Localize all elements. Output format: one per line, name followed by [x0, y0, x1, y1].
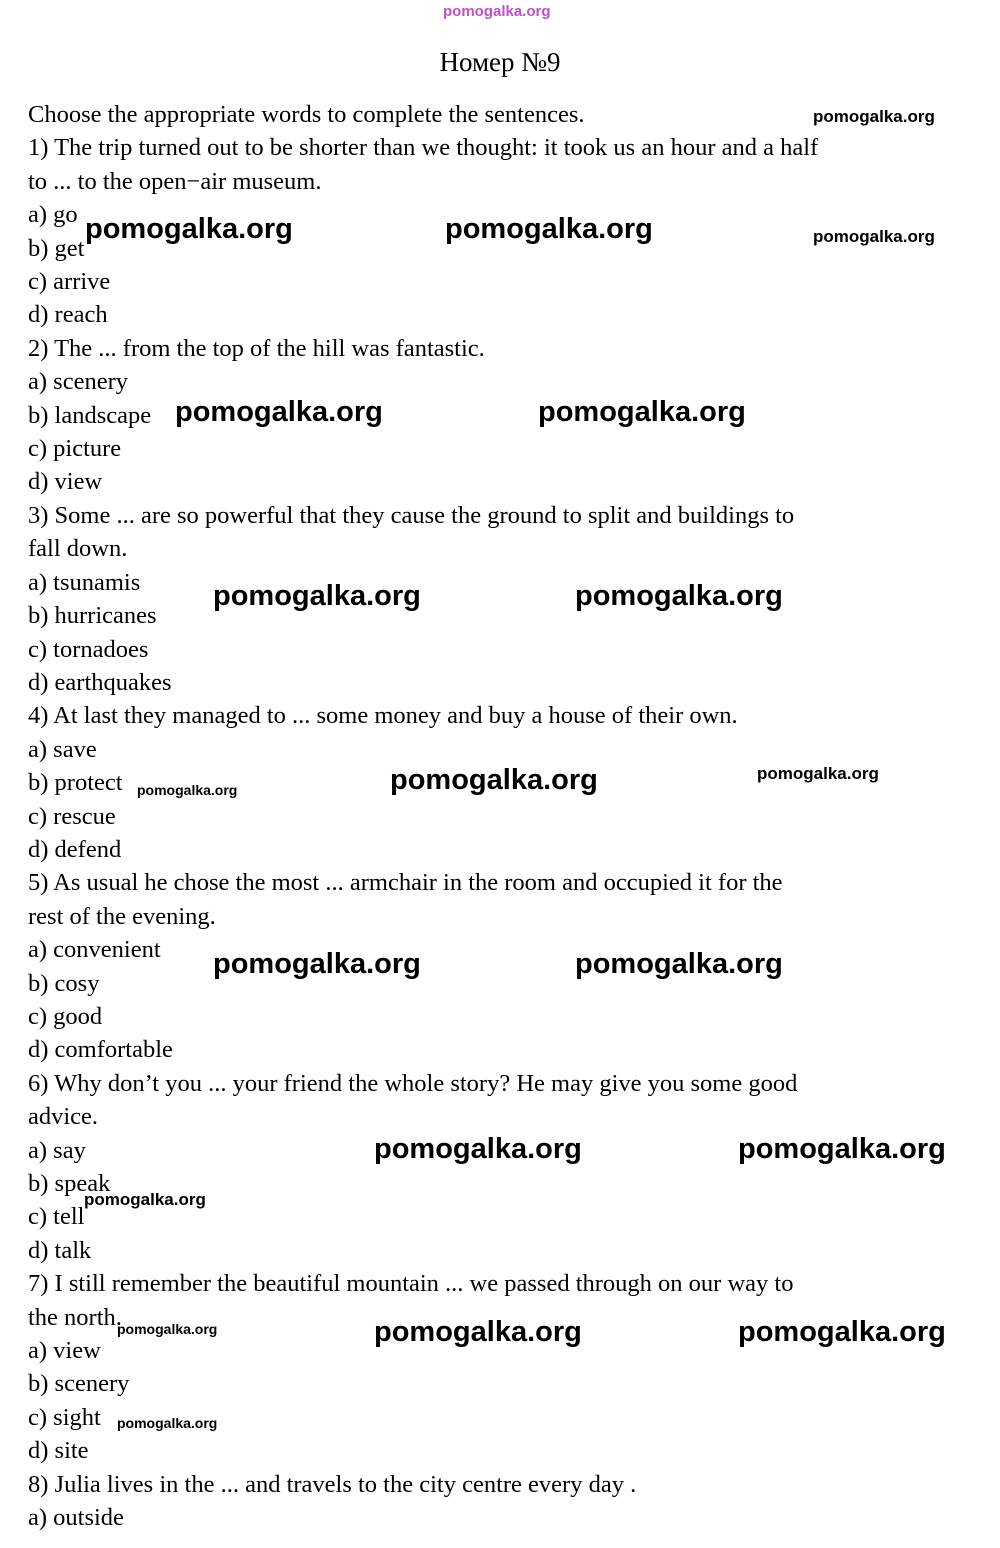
watermark: pomogalka.org — [390, 764, 598, 796]
watermark: pomogalka.org — [538, 396, 746, 428]
option-item: d) talk — [28, 1236, 92, 1264]
question-text: 2) The ... from the top of the hill was fantastic. — [28, 334, 485, 362]
question-text: 3) Some ... are so powerful that they cause the ground to split and buildings to — [28, 501, 795, 529]
watermark: pomogalka.org — [443, 3, 551, 20]
option-item: a) save — [28, 735, 97, 763]
option-item: c) rescue — [28, 802, 116, 830]
question-text: 7) I still remember the beautiful mountain ... we passed through on our way to — [28, 1270, 794, 1298]
watermark: pomogalka.org — [85, 213, 293, 245]
option-item: c) sight — [28, 1403, 101, 1431]
watermark: pomogalka.org — [813, 107, 935, 126]
question-2 — [28, 332, 990, 499]
option-item: a) go — [28, 201, 78, 229]
question-text: fall down. — [28, 535, 128, 563]
instruction-text: Choose the appropriate words to complete the sentences. — [28, 101, 585, 128]
option-item: d) earthquakes — [28, 668, 172, 696]
option-item: b) hurricanes — [28, 602, 157, 630]
question-6 — [28, 1067, 990, 1267]
question-3 — [28, 499, 990, 699]
option-item: a) outside — [28, 1504, 124, 1532]
option-item: b) speak — [28, 1170, 111, 1197]
option-item: c) good — [28, 1002, 103, 1030]
option-item: d) site — [28, 1437, 89, 1465]
option-item: a) convenient — [28, 936, 161, 964]
question-4 — [28, 699, 990, 866]
watermark: pomogalka.org — [738, 1133, 946, 1165]
option-item: a) scenery — [28, 368, 128, 396]
question-text: 4) At last they managed to ... some money and buy a house of their own. — [28, 702, 738, 730]
watermark: pomogalka.org — [175, 396, 383, 428]
watermark: pomogalka.org — [117, 1415, 218, 1431]
watermark: pomogalka.org — [213, 948, 421, 980]
watermark: pomogalka.org — [374, 1316, 582, 1348]
watermark: pomogalka.org — [813, 227, 935, 246]
page-title: Номер №9 — [439, 47, 561, 77]
question-7 — [28, 1267, 990, 1467]
question-text: advice. — [28, 1103, 99, 1131]
question-8 — [28, 1468, 990, 1535]
option-item: b) get — [28, 234, 85, 262]
question-1 — [28, 131, 990, 331]
watermark: pomogalka.org — [213, 580, 421, 612]
option-item: d) reach — [28, 301, 108, 329]
question-text: 5) As usual he chose the most ... armchair in the room and occupied it for the — [28, 869, 783, 897]
option-item: c) tell — [28, 1203, 85, 1231]
question-text: rest of the evening. — [28, 902, 216, 930]
option-item: b) protect — [28, 769, 123, 797]
question-text: the north. — [28, 1303, 122, 1331]
watermark: pomogalka.org — [445, 213, 653, 245]
option-item: c) tornadoes — [28, 635, 149, 663]
watermark: pomogalka.org — [117, 1321, 218, 1337]
watermark: pomogalka.org — [575, 580, 783, 612]
option-item: b) landscape — [28, 401, 152, 429]
watermark: pomogalka.org — [137, 782, 238, 798]
question-text: 6) Why don’t you ... your friend the whole story? He may give you some good — [28, 1069, 798, 1097]
option-item: a) say — [28, 1136, 86, 1164]
option-item: b) cosy — [28, 969, 100, 997]
document-content — [0, 98, 1000, 1534]
option-item: d) defend — [28, 835, 122, 863]
option-item: d) view — [28, 468, 103, 496]
option-item: c) arrive — [28, 268, 111, 296]
question-text: to ... to the open−air museum. — [28, 167, 322, 195]
option-item: a) view — [28, 1337, 101, 1365]
watermark: pomogalka.org — [757, 764, 879, 783]
question-5 — [28, 866, 990, 1066]
option-item: c) picture — [28, 435, 122, 463]
option-item: a) tsunamis — [28, 568, 141, 596]
question-text: 8) Julia lives in the ... and travels to the city centre every day . — [28, 1470, 637, 1498]
watermark: pomogalka.org — [84, 1190, 206, 1209]
watermark: pomogalka.org — [575, 948, 783, 980]
option-item: d) comfortable — [28, 1036, 173, 1064]
watermark: pomogalka.org — [374, 1133, 582, 1165]
watermark: pomogalka.org — [738, 1316, 946, 1348]
option-item: b) scenery — [28, 1370, 130, 1398]
question-text: 1) The trip turned out to be shorter than we thought: it took us an hour and a half — [28, 134, 819, 162]
